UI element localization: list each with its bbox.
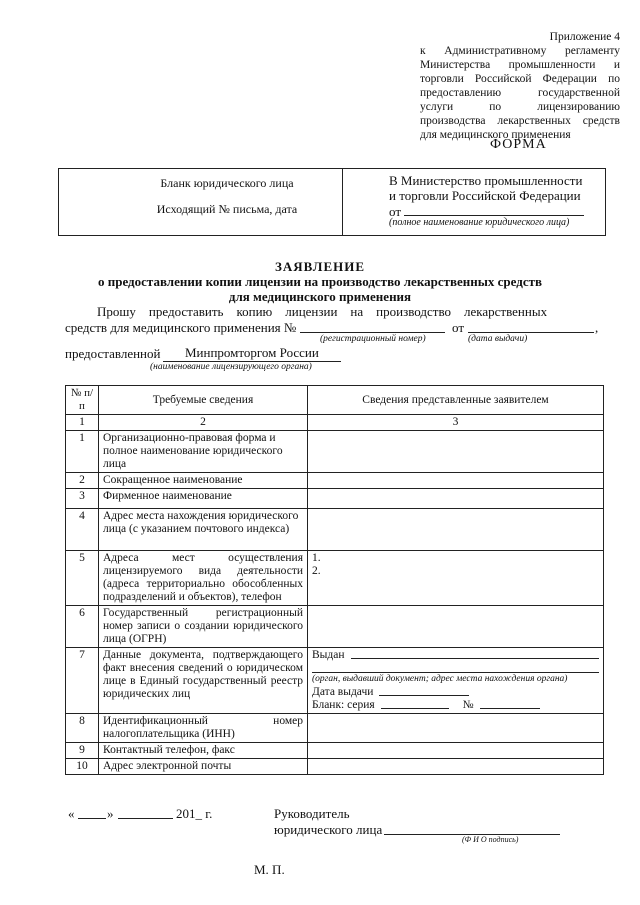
header-divider [342,169,343,235]
table-row [66,489,604,509]
row-requirement: Адрес электронной почты [99,759,308,775]
issued-by-caption: (орган, выдавший документ; адрес места нахождения органа) [312,674,568,684]
row-requirement: Контактный телефон, факс [99,743,308,759]
column-header-provided: Сведения представленные заявителем [308,386,604,415]
column-header-required: Требуемые сведения [99,386,308,415]
licensing-authority-field[interactable]: Минпромторгом России [163,345,341,362]
appendix-line: торговли Российской Федерации по [420,73,620,85]
table-row [66,509,604,551]
request-text: Прошу предоставить копию лицензии на производство лекарственных [97,304,548,319]
comma: , [595,320,599,335]
row-number: 9 [66,743,99,759]
licensing-authority-caption: (наименование лицензирующего органа) [150,362,312,372]
day-field[interactable] [78,818,106,819]
table-row [66,759,604,775]
document-subtitle: для медицинского применения [228,289,412,304]
request-text: средств для медицинского применения № [65,320,297,335]
column-header-number: № п/п [66,386,99,415]
recipient-line: В Министерство промышленности [389,173,583,188]
row-value-field[interactable] [308,648,604,714]
column-number: 3 [308,415,604,431]
table-row [66,606,604,648]
provided-label: предоставленной [65,346,161,361]
appendix-line: производства лекарственных средств [420,115,620,127]
issue-date-line [312,686,599,699]
row-requirement: Фирменное наименование [99,489,308,509]
column-number: 1 [66,415,99,431]
row-requirement: Идентификационный номер налогоплательщика (ИНН) [99,714,308,743]
row-value-field[interactable] [308,473,604,489]
issued-by-field[interactable] [351,649,599,659]
issue-date-label: Дата выдачи [312,686,374,698]
row-requirement: Данные документа, подтверждающего факт внесения сведений о юридическом лице в Единый государственный реестр юридических лиц [99,648,308,714]
form-number-field[interactable] [480,699,540,709]
issue-date-value-field[interactable] [379,686,469,696]
table-row [66,714,604,743]
applicant-name-caption: (полное наименование юридического лица) [389,217,570,228]
row-requirement: Адреса мест осуществления лицензируемого вида деятельности (адреса территориально обособленных подразделений и объектов), телефон [99,551,308,606]
row-value-field[interactable] [308,759,604,775]
row-number: 10 [66,759,99,775]
signatory-title: юридического лица [274,822,383,837]
row-number: 8 [66,714,99,743]
form-number-label: № [462,699,474,711]
row-requirement: Организационно-правовая форма и полное наименование юридического лица [99,431,308,473]
signature-caption: (Ф И О подпись) [462,835,519,844]
table-row [66,743,604,759]
stamp-place: М. П. [254,862,285,877]
issue-date-caption: (дата выдачи) [468,334,528,344]
issued-by-field-2[interactable] [312,662,599,673]
recipient-line: и торговли Российской Федерации [389,188,581,203]
document-subtitle: о предоставлении копии лицензии на производство лекарственных средств [97,274,543,289]
row-value-field[interactable] [308,714,604,743]
row-requirement: Государственный регистрационный номер записи о создании юридического лица (ОГРН) [99,606,308,648]
form-series-label: Бланк: серия [312,699,375,711]
appendix-note [420,30,620,142]
from-date-label: от [452,320,465,335]
row-value-field[interactable] [308,551,604,606]
appendix-line: предоставлению государственной [420,87,620,99]
form-series-line [312,699,599,712]
row-value-field[interactable] [308,509,604,551]
address-item-2: 2. [312,565,321,577]
row-number: 6 [66,606,99,648]
appendix-line: Министерства промышленности и [420,59,620,71]
row-number: 4 [66,509,99,551]
appendix-line: услуги по лицензированию [420,101,620,113]
information-table [65,385,604,775]
year-label: 201_ г. [176,806,213,821]
table-header-row [66,386,604,415]
appendix-line: Приложение 4 [549,31,620,43]
row-number: 2 [66,473,99,489]
row-number: 7 [66,648,99,714]
from-label: от [389,204,402,219]
table-row [66,648,604,714]
license-number-field[interactable] [300,332,445,333]
appendix-line: для медицинского применения [420,129,571,141]
form-label: ФОРМА [490,137,547,152]
form-series-field[interactable] [381,699,449,709]
outgoing-number-label: Исходящий № письма, дата [156,202,298,216]
date-quote-open: « [68,806,75,821]
date-quote-close: » [107,806,114,821]
row-requirement: Адрес места нахождения юридического лица (с указанием почтового индекса) [99,509,308,551]
letterhead-label: Бланк юридического лица [160,176,294,190]
table-row [66,431,604,473]
appendix-line: к Административному регламенту [420,45,620,57]
applicant-name-field[interactable] [404,215,584,216]
document-title: ЗАЯВЛЕНИЕ [274,259,366,274]
row-number: 5 [66,551,99,606]
row-requirement: Сокращенное наименование [99,473,308,489]
row-number: 3 [66,489,99,509]
row-value-field[interactable] [308,606,604,648]
row-value-field[interactable] [308,489,604,509]
header-box [58,168,606,236]
month-field[interactable] [118,818,173,819]
column-number-row [66,415,604,431]
signatory-title: Руководитель [274,806,350,821]
issue-date-field[interactable] [468,332,594,333]
row-value-field[interactable] [308,743,604,759]
issued-by-label: Выдан [312,649,345,661]
row-value-field[interactable] [308,431,604,473]
reg-number-caption: (регистрационный номер) [320,334,426,344]
row-number: 1 [66,431,99,473]
column-number: 2 [99,415,308,431]
issued-by-line [312,649,599,662]
address-item-1: 1. [312,552,321,564]
table-row [66,473,604,489]
table-row [66,551,604,606]
